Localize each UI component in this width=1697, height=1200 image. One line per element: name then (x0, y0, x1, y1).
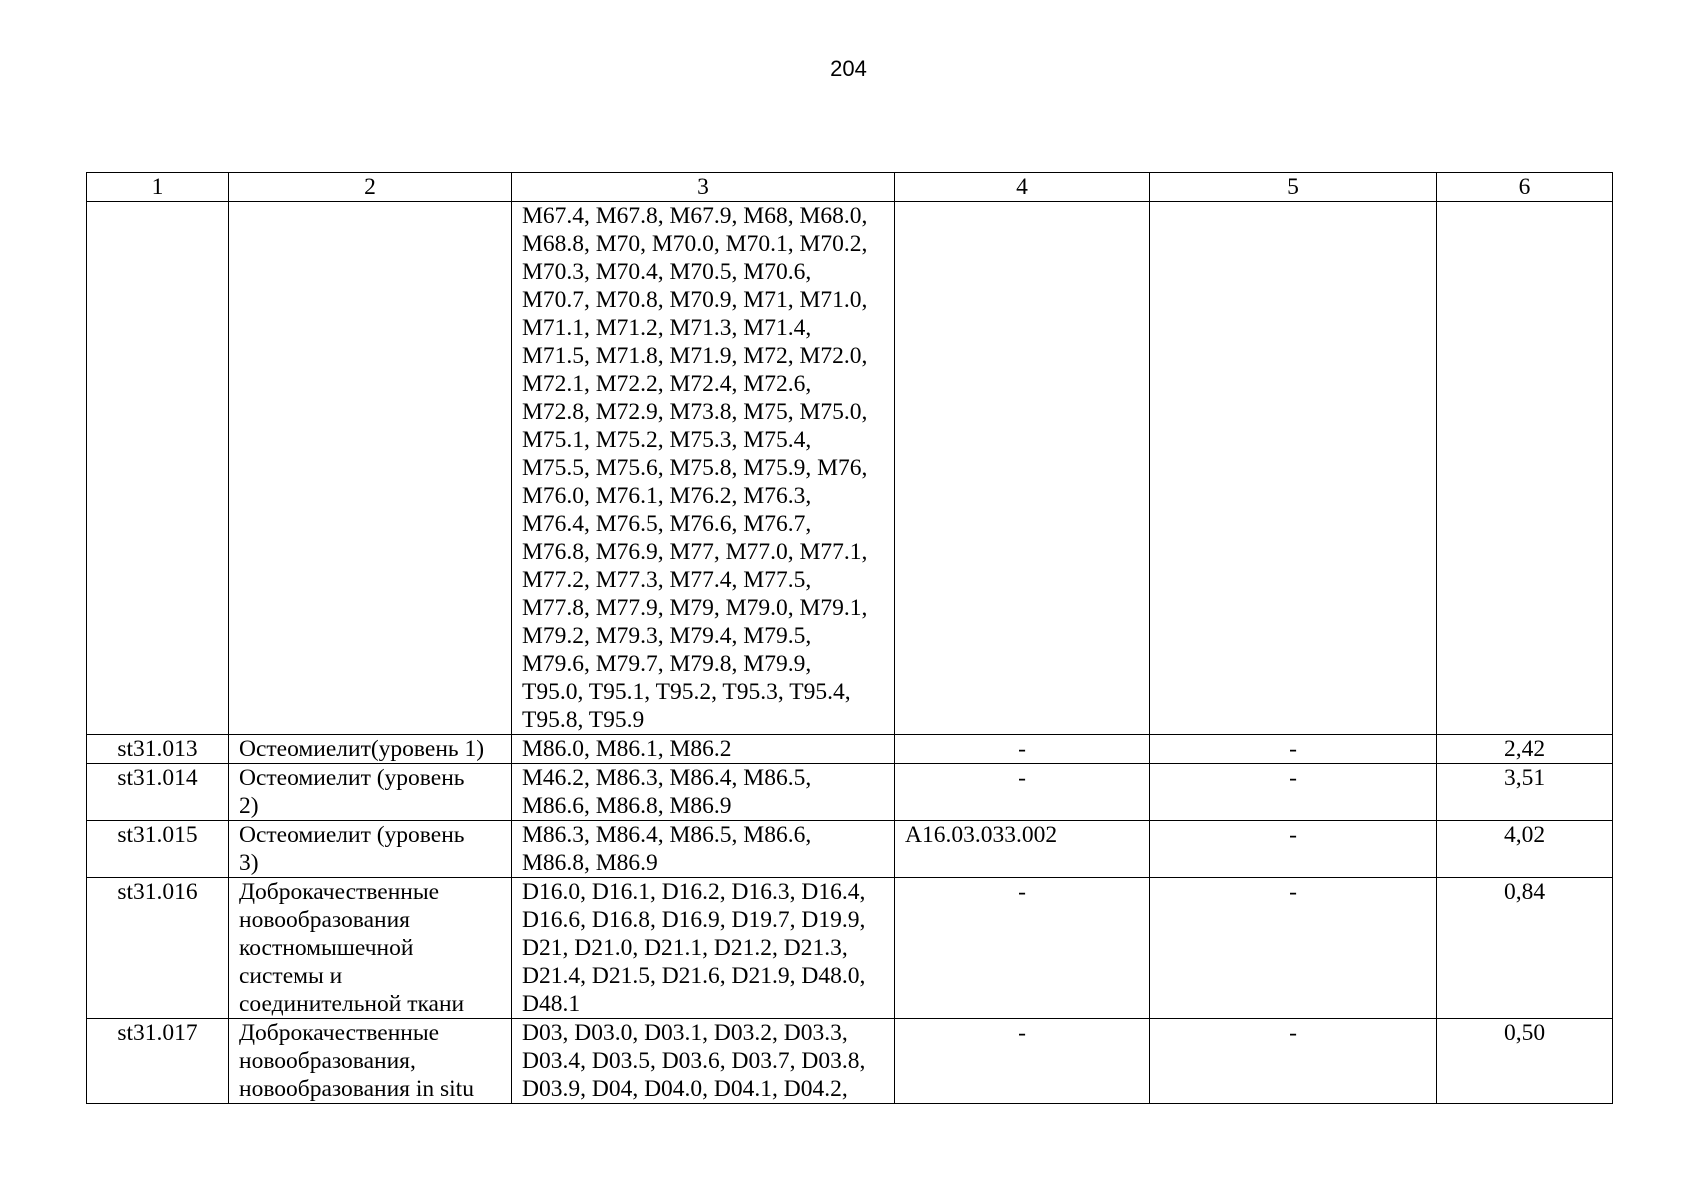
diagnosis-codes-line: M76.4, M76.5, M76.6, M76.7, (522, 511, 812, 537)
ksg-name-line: 2) (239, 793, 259, 819)
ksg-name-line: Остеомиелит(уровень 1) (239, 736, 485, 762)
diagnosis-codes-line: T95.0, T95.1, T95.2, T95.3, T95.4, (522, 679, 851, 705)
diagnosis-codes-line: D03.9, D04, D04.0, D04.1, D04.2, (522, 1076, 848, 1102)
header-cell-6: 6 (1437, 173, 1613, 202)
column-5-cell: - (1150, 1019, 1437, 1104)
ksg-name-cell (229, 878, 512, 1019)
service-code-cell: - (895, 1019, 1150, 1104)
diagnosis-codes-line: M77.2, M77.3, M77.4, M77.5, (522, 567, 812, 593)
diagnosis-codes-cell (512, 821, 895, 878)
diagnosis-codes-line: M71.1, M71.2, M71.3, M71.4, (522, 315, 812, 341)
diagnosis-codes-line: M75.5, M75.6, M75.8, M75.9, M76, (522, 455, 868, 481)
column-5-cell: - (1150, 735, 1437, 764)
ksg-code-cell: st31.015 (87, 821, 229, 878)
header-cell-5: 5 (1150, 173, 1437, 202)
diagnosis-codes-line: M67.4, M67.8, M67.9, M68, M68.0, (522, 203, 868, 229)
table-row (87, 878, 1613, 1019)
ksg-name-cell (229, 1019, 512, 1104)
diagnosis-codes-line: M86.8, M86.9 (522, 850, 658, 876)
diagnosis-codes-line: T95.8, T95.9 (522, 707, 645, 733)
diagnosis-codes-line: M71.5, M71.8, M71.9, M72, M72.0, (522, 343, 868, 369)
ksg-name-line: костномышечной (239, 935, 414, 961)
ksg-name-line: системы и (239, 963, 343, 989)
diagnosis-codes-line: M79.6, M79.7, M79.8, M79.9, (522, 651, 812, 677)
page-number: 204 (830, 56, 867, 81)
diagnosis-codes-line: D03.4, D03.5, D03.6, D03.7, D03.8, (522, 1048, 866, 1074)
ksg-name-line: Доброкачественные (239, 1020, 440, 1046)
coefficient-cell (1437, 202, 1613, 735)
diagnosis-codes-line: M72.1, M72.2, M72.4, M72.6, (522, 371, 812, 397)
table-row (87, 764, 1613, 821)
ksg-name-line: 3) (239, 850, 259, 876)
diagnosis-codes-cell (512, 878, 895, 1019)
ksg-name-cell (229, 821, 512, 878)
table-row (87, 821, 1613, 878)
diagnosis-codes-line: M76.8, M76.9, M77, M77.0, M77.1, (522, 539, 868, 565)
ksg-name-line: Доброкачественные (239, 879, 440, 905)
diagnosis-codes-cell (512, 735, 895, 764)
diagnosis-codes-line: D21.4, D21.5, D21.6, D21.9, D48.0, (522, 963, 866, 989)
table-row (87, 1019, 1613, 1104)
service-code-cell (895, 202, 1150, 735)
ksg-name-line: Остеомиелит (уровень (239, 765, 465, 791)
coefficient-cell: 0,84 (1437, 878, 1613, 1019)
diagnosis-codes-line: D21, D21.0, D21.1, D21.2, D21.3, (522, 935, 848, 961)
ksg-name-cell (229, 735, 512, 764)
header-row (87, 173, 1613, 202)
header-cell-3: 3 (512, 173, 895, 202)
header-cell-1: 1 (87, 173, 229, 202)
header-cell-4: 4 (895, 173, 1150, 202)
ksg-code-cell (87, 202, 229, 735)
coefficient-cell: 4,02 (1437, 821, 1613, 878)
ksg-code-cell: st31.013 (87, 735, 229, 764)
service-code-cell: - (895, 878, 1150, 1019)
diagnosis-codes-cell (512, 202, 895, 735)
ksg-name-line: соединительной ткани (239, 991, 465, 1017)
diagnosis-codes-line: M72.8, M72.9, M73.8, M75, M75.0, (522, 399, 868, 425)
service-code-cell: - (895, 764, 1150, 821)
diagnosis-codes-line: M68.8, M70, M70.0, M70.1, M70.2, (522, 231, 868, 257)
coefficient-cell: 2,42 (1437, 735, 1613, 764)
diagnosis-codes-line: M86.3, M86.4, M86.5, M86.6, (522, 822, 812, 848)
diagnosis-codes-line: D48.1 (522, 991, 581, 1017)
diagnosis-codes-cell (512, 764, 895, 821)
diagnosis-codes-line: M86.0, M86.1, M86.2 (522, 736, 732, 762)
diagnosis-codes-line: D16.0, D16.1, D16.2, D16.3, D16.4, (522, 879, 866, 905)
coefficient-cell: 3,51 (1437, 764, 1613, 821)
ksg-code-cell: st31.016 (87, 878, 229, 1019)
diagnosis-codes-line: M46.2, M86.3, M86.4, M86.5, (522, 765, 812, 791)
service-code-cell: - (895, 735, 1150, 764)
column-5-cell: - (1150, 821, 1437, 878)
table-row (87, 202, 1613, 735)
diagnosis-codes-line: M70.3, M70.4, M70.5, M70.6, (522, 259, 812, 285)
diagnosis-codes-line: D16.6, D16.8, D16.9, D19.7, D19.9, (522, 907, 866, 933)
diagnosis-codes-line: M86.6, M86.8, M86.9 (522, 793, 732, 819)
diagnosis-codes-line: M76.0, M76.1, M76.2, M76.3, (522, 483, 812, 509)
ksg-code-cell: st31.014 (87, 764, 229, 821)
tariff-table (86, 172, 1613, 1104)
diagnosis-codes-line: M70.7, M70.8, M70.9, M71, M71.0, (522, 287, 868, 313)
ksg-name-line: новообразования (239, 907, 410, 933)
column-5-cell: - (1150, 764, 1437, 821)
coefficient-cell: 0,50 (1437, 1019, 1613, 1104)
ksg-name-cell (229, 202, 512, 735)
diagnosis-codes-line: M75.1, M75.2, M75.3, M75.4, (522, 427, 812, 453)
header-cell-2: 2 (229, 173, 512, 202)
column-5-cell (1150, 202, 1437, 735)
diagnosis-codes-line: M77.8, M77.9, M79, M79.0, M79.1, (522, 595, 868, 621)
column-5-cell: - (1150, 878, 1437, 1019)
service-code-cell: A16.03.033.002 (895, 821, 1150, 878)
table-row (87, 735, 1613, 764)
ksg-name-line: новообразования, (239, 1048, 416, 1074)
diagnosis-codes-cell (512, 1019, 895, 1104)
ksg-name-line: Остеомиелит (уровень (239, 822, 465, 848)
diagnosis-codes-line: M79.2, M79.3, M79.4, M79.5, (522, 623, 812, 649)
ksg-name-line: новообразования in situ (239, 1076, 474, 1102)
ksg-name-cell (229, 764, 512, 821)
ksg-code-cell: st31.017 (87, 1019, 229, 1104)
diagnosis-codes-line: D03, D03.0, D03.1, D03.2, D03.3, (522, 1020, 848, 1046)
